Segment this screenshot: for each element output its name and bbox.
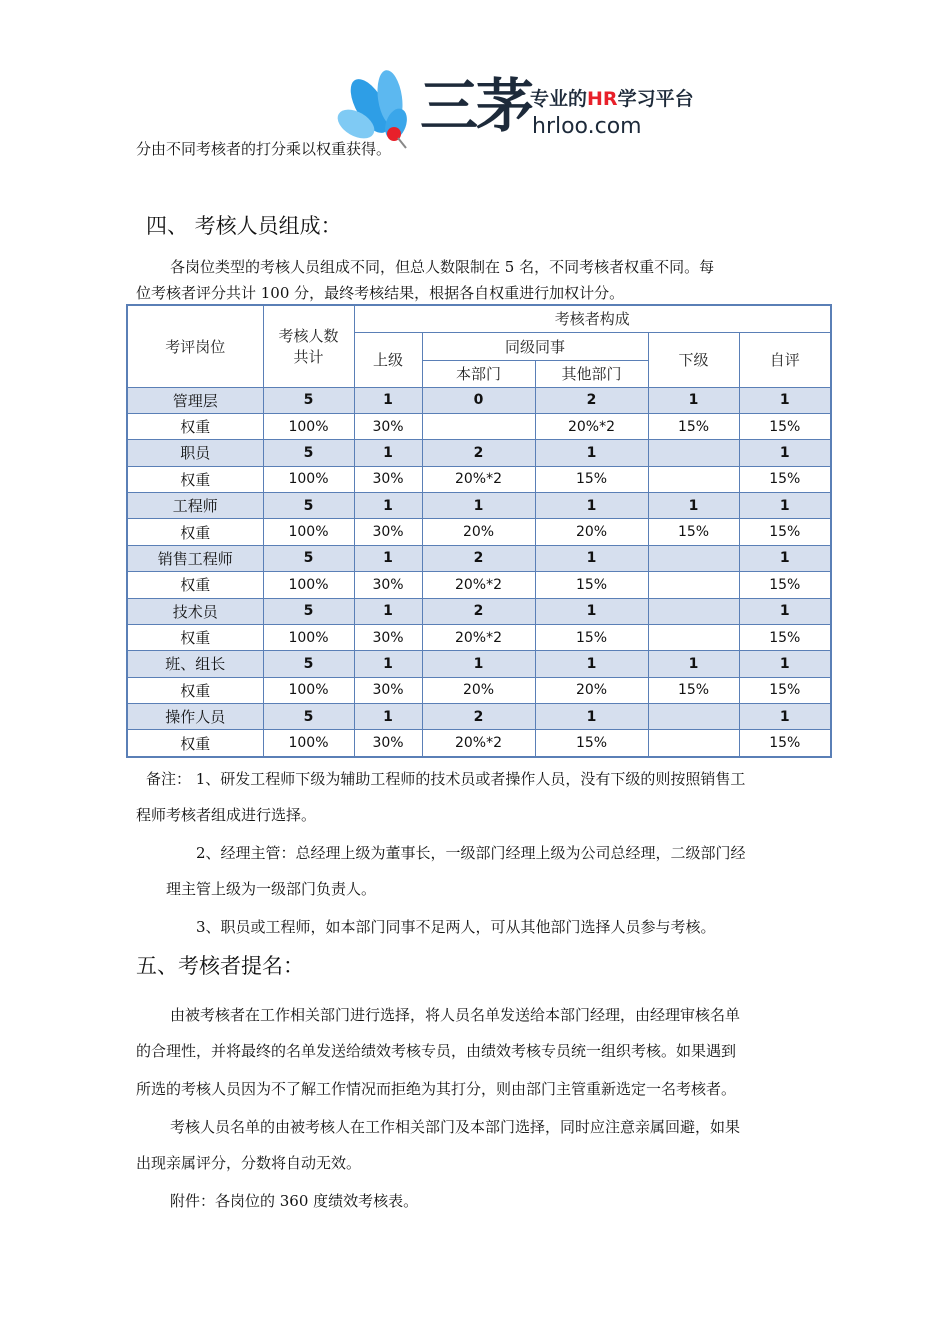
cell-total: 5 — [263, 440, 354, 466]
cell-total: 5 — [263, 545, 354, 571]
assessor-composition-table — [126, 304, 832, 758]
cell-subordinate: 15% — [648, 413, 739, 439]
logo-slogan-b: 学习平台 — [617, 88, 694, 110]
cell-total: 100% — [263, 466, 354, 492]
note2-line2: 理主管上级为一级部门负责人。 — [166, 880, 377, 898]
cell-subordinate — [648, 440, 739, 466]
header-subordinate: 下级 — [648, 332, 739, 387]
section5-attachment: 附件：各岗位的 360 度绩效考核表。 — [170, 1192, 419, 1210]
table-row — [127, 466, 831, 492]
cell-superior: 30% — [354, 677, 422, 703]
header-total-line1: 考核人数 — [278, 327, 339, 346]
cell-own-dept: 20%*2 — [422, 624, 535, 650]
cell-own-dept: 1 — [422, 651, 535, 677]
table-row — [127, 413, 831, 439]
cell-other-dept: 2 — [535, 387, 648, 413]
cell-total: 5 — [263, 651, 354, 677]
cell-self: 15% — [739, 677, 831, 703]
header-peers: 同级同事 — [422, 332, 648, 360]
cell-subordinate: 15% — [648, 519, 739, 545]
header-other-dept: 其他部门 — [535, 360, 648, 387]
cell-superior: 1 — [354, 651, 422, 677]
cell-total: 100% — [263, 572, 354, 598]
table-row — [127, 387, 831, 413]
cell-other-dept: 1 — [535, 493, 648, 519]
section4-title: 四、 考核人员组成： — [146, 214, 342, 238]
table-row — [127, 704, 831, 730]
cell-self: 1 — [739, 545, 831, 571]
table-row — [127, 598, 831, 624]
cell-other-dept: 1 — [535, 440, 648, 466]
row-label: 班、组长 — [127, 651, 263, 677]
cell-self: 1 — [739, 387, 831, 413]
cell-superior: 30% — [354, 413, 422, 439]
cell-subordinate: 1 — [648, 651, 739, 677]
header-superior: 上级 — [354, 332, 422, 387]
cell-subordinate — [648, 572, 739, 598]
cell-self: 15% — [739, 466, 831, 492]
logo-slogan — [530, 84, 694, 111]
cell-other-dept: 1 — [535, 598, 648, 624]
row-label: 职员 — [127, 440, 263, 466]
cell-total: 5 — [263, 387, 354, 413]
row-label: 工程师 — [127, 493, 263, 519]
table-row — [127, 624, 831, 650]
header-own-dept: 本部门 — [422, 360, 535, 387]
cell-own-dept: 2 — [422, 545, 535, 571]
cell-own-dept: 20%*2 — [422, 730, 535, 757]
cell-subordinate — [648, 704, 739, 730]
cell-other-dept: 20%*2 — [535, 413, 648, 439]
cell-self: 15% — [739, 624, 831, 650]
cell-own-dept: 20%*2 — [422, 572, 535, 598]
cell-other-dept: 20% — [535, 677, 648, 703]
note1-line1: 备注： 1、研发工程师下级为辅助工程师的技术员或者操作人员，没有下级的则按照销售工 — [146, 770, 746, 788]
cell-total: 5 — [263, 598, 354, 624]
cell-self: 1 — [739, 651, 831, 677]
row-label: 权重 — [127, 730, 263, 757]
cell-superior: 1 — [354, 545, 422, 571]
cell-superior: 1 — [354, 493, 422, 519]
header-position: 考评岗位 — [127, 305, 263, 387]
cell-other-dept: 1 — [535, 545, 648, 571]
row-label: 权重 — [127, 677, 263, 703]
cell-self: 1 — [739, 493, 831, 519]
cell-own-dept: 20% — [422, 677, 535, 703]
cell-self: 15% — [739, 572, 831, 598]
cell-subordinate — [648, 598, 739, 624]
table-row — [127, 677, 831, 703]
cell-own-dept: 2 — [422, 440, 535, 466]
cell-subordinate — [648, 466, 739, 492]
logo-domain: hrloo.com — [532, 114, 642, 139]
table-row — [127, 651, 831, 677]
cell-superior: 1 — [354, 598, 422, 624]
logo-slogan-hr: HR — [587, 88, 618, 110]
cell-self: 15% — [739, 730, 831, 757]
cell-subordinate: 1 — [648, 493, 739, 519]
table-row — [127, 519, 831, 545]
logo-wordmark: 三茅 — [420, 72, 533, 140]
cell-total: 5 — [263, 493, 354, 519]
cell-superior: 30% — [354, 466, 422, 492]
header-self: 自评 — [739, 332, 831, 387]
row-label: 操作人员 — [127, 704, 263, 730]
cell-own-dept: 2 — [422, 704, 535, 730]
row-label: 权重 — [127, 572, 263, 598]
cell-total: 100% — [263, 413, 354, 439]
row-label: 技术员 — [127, 598, 263, 624]
cell-superior: 30% — [354, 572, 422, 598]
table-row — [127, 545, 831, 571]
note1-line2: 程师考核者组成进行选择。 — [136, 806, 317, 824]
cell-total: 5 — [263, 704, 354, 730]
cell-other-dept: 15% — [535, 572, 648, 598]
note3: 3、职员或工程师，如本部门同事不足两人，可从其他部门选择人员参与考核。 — [196, 918, 716, 936]
cell-other-dept: 15% — [535, 624, 648, 650]
section5-title: 五、考核者提名： — [136, 954, 304, 978]
row-label: 权重 — [127, 519, 263, 545]
intro-line: 分由不同考核者的打分乘以权重获得。 — [136, 140, 392, 158]
cell-self: 1 — [739, 598, 831, 624]
cell-other-dept: 15% — [535, 730, 648, 757]
table-row — [127, 572, 831, 598]
section5-p2-line2: 出现亲属评分，分数将自动无效。 — [136, 1154, 362, 1172]
logo-slogan-a: 专业的 — [530, 88, 588, 110]
header-total-line2: 共计 — [293, 348, 324, 367]
cell-other-dept: 15% — [535, 466, 648, 492]
cell-superior: 30% — [354, 730, 422, 757]
cell-total: 100% — [263, 519, 354, 545]
cell-own-dept: 2 — [422, 598, 535, 624]
cell-self: 1 — [739, 440, 831, 466]
cell-superior: 1 — [354, 704, 422, 730]
section5-p1-line1: 由被考核者在工作相关部门进行选择，将人员名单发送给本部门经理，由经理审核名单 — [170, 1006, 741, 1024]
cell-self: 15% — [739, 519, 831, 545]
section5-p1-line2: 的合理性，并将最终的名单发送给绩效考核专员，由绩效考核专员统一组织考核。如果遇到 — [136, 1042, 737, 1060]
cell-total: 100% — [263, 677, 354, 703]
table-row — [127, 493, 831, 519]
cell-superior: 1 — [354, 387, 422, 413]
cell-other-dept: 1 — [535, 704, 648, 730]
cell-superior: 1 — [354, 440, 422, 466]
cell-subordinate — [648, 730, 739, 757]
cell-superior: 30% — [354, 519, 422, 545]
section5-p1-line3: 所选的考核人员因为不了解工作情况而拒绝为其打分，则由部门主管重新选定一名考核者。 — [136, 1080, 737, 1098]
table-row — [127, 440, 831, 466]
section5-p2-line1: 考核人员名单的由被考核人在工作相关部门及本部门选择，同时应注意亲属回避，如果 — [170, 1118, 741, 1136]
header-total — [263, 305, 354, 387]
section4-para-line2: 位考核者评分共计 100 分，最终考核结果，根据各自权重进行加权计分。 — [136, 284, 625, 302]
row-label: 权重 — [127, 413, 263, 439]
cell-self: 15% — [739, 413, 831, 439]
cell-superior: 30% — [354, 624, 422, 650]
cell-other-dept: 1 — [535, 651, 648, 677]
row-label: 管理层 — [127, 387, 263, 413]
cell-own-dept: 20% — [422, 519, 535, 545]
row-label: 权重 — [127, 466, 263, 492]
cell-self: 1 — [739, 704, 831, 730]
section4-para-line1: 各岗位类型的考核人员组成不同，但总人数限制在 5 名，不同考核者权重不同。每 — [170, 258, 715, 276]
note2-line1: 2、经理主管：总经理上级为董事长，一级部门经理上级为公司总经理，二级部门经 — [196, 844, 746, 862]
table-row — [127, 730, 831, 757]
cell-total: 100% — [263, 730, 354, 757]
cell-subordinate — [648, 624, 739, 650]
header-composition: 考核者构成 — [354, 305, 831, 332]
cell-subordinate: 1 — [648, 387, 739, 413]
cell-own-dept: 1 — [422, 493, 535, 519]
cell-own-dept — [422, 413, 535, 439]
row-label: 权重 — [127, 624, 263, 650]
cell-total: 100% — [263, 624, 354, 650]
cell-own-dept: 0 — [422, 387, 535, 413]
cell-own-dept: 20%*2 — [422, 466, 535, 492]
cell-subordinate: 15% — [648, 677, 739, 703]
cell-other-dept: 20% — [535, 519, 648, 545]
row-label: 销售工程师 — [127, 545, 263, 571]
cell-subordinate — [648, 545, 739, 571]
